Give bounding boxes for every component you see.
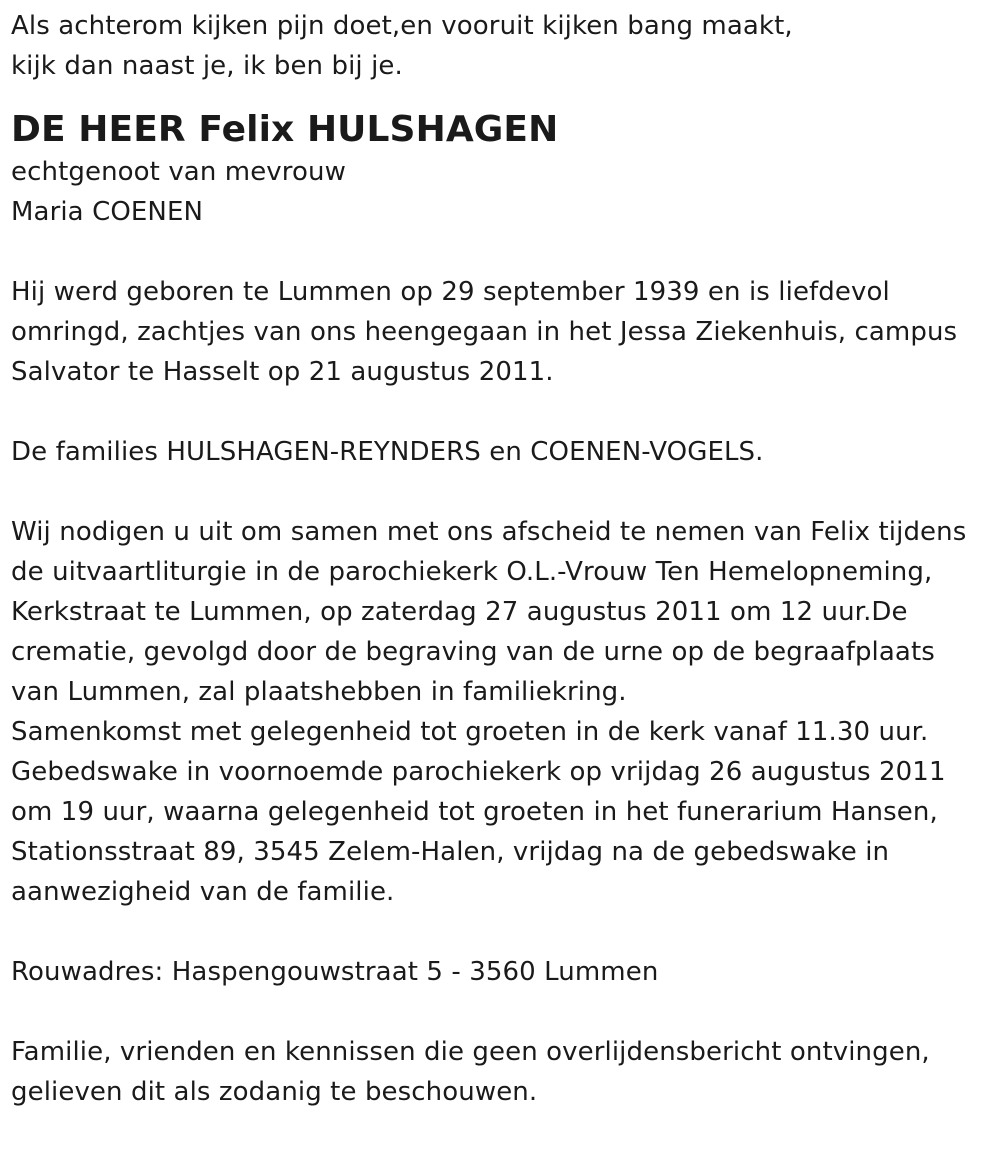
paragraph-line: Familie, vrienden en kennissen die geen overlijdensbericht ontvingen, [11, 1037, 930, 1067]
spacer [11, 392, 996, 432]
spacer [11, 472, 996, 512]
spacer [11, 232, 996, 272]
obituary-notice [11, 6, 996, 1112]
paragraph-line: Hij werd geboren te Lummen op 29 september 1939 en is liefdevol [11, 277, 890, 307]
spacer [11, 912, 996, 952]
paragraph-line: gelieven dit als zodanig te beschouwen. [11, 1077, 538, 1107]
mourning-address: Rouwadres: Haspengouwstraat 5 - 3560 Lummen [11, 957, 659, 987]
paragraph-line: Salvator te Hasselt op 21 augustus 2011. [11, 357, 554, 387]
paragraph-line: crematie, gevolgd door de begraving van de urne op de begraafplaats [11, 637, 935, 667]
paragraph-line: Wij nodigen u uit om samen met ons afscheid te nemen van Felix tijdens [11, 517, 967, 547]
closing-paragraph [11, 1032, 996, 1112]
poem-line: kijk dan naast je, ik ben bij je. [11, 51, 403, 81]
deceased-name: DE HEER Felix HULSHAGEN [11, 109, 559, 150]
paragraph-line: Kerkstraat te Lummen, op zaterdag 27 augustus 2011 om 12 uur.De [11, 597, 908, 627]
spacer [11, 992, 996, 1032]
poem [11, 6, 996, 86]
paragraph-line: Gebedswake in voornoemde parochiekerk op vrijdag 26 augustus 2011 [11, 757, 946, 787]
relation-text: echtgenoot van mevrouw [11, 157, 346, 187]
paragraph-line: van Lummen, zal plaatshebben in familiekring. [11, 677, 627, 707]
birth-death-paragraph [11, 272, 996, 392]
paragraph-line: om 19 uur, waarna gelegenheid tot groeten in het funerarium Hansen, [11, 797, 938, 827]
paragraph-line: omringd, zachtjes van ons heengegaan in het Jessa Ziekenhuis, campus [11, 317, 958, 347]
paragraph-line: Samenkomst met gelegenheid tot groeten in de kerk vanaf 11.30 uur. [11, 717, 929, 747]
paragraph-line: aanwezigheid van de familie. [11, 877, 395, 907]
invitation-paragraph [11, 512, 996, 912]
paragraph-line: de uitvaartliturgie in de parochiekerk O.L.-Vrouw Ten Hemelopneming, [11, 557, 933, 587]
families-line: De families HULSHAGEN-REYNDERS en COENEN-VOGELS. [11, 437, 764, 467]
spouse-name: Maria COENEN [11, 197, 204, 227]
paragraph-line: Stationsstraat 89, 3545 Zelem-Halen, vrijdag na de gebedswake in [11, 837, 890, 867]
poem-line: Als achterom kijken pijn doet,en vooruit kijken bang maakt, [11, 11, 793, 41]
